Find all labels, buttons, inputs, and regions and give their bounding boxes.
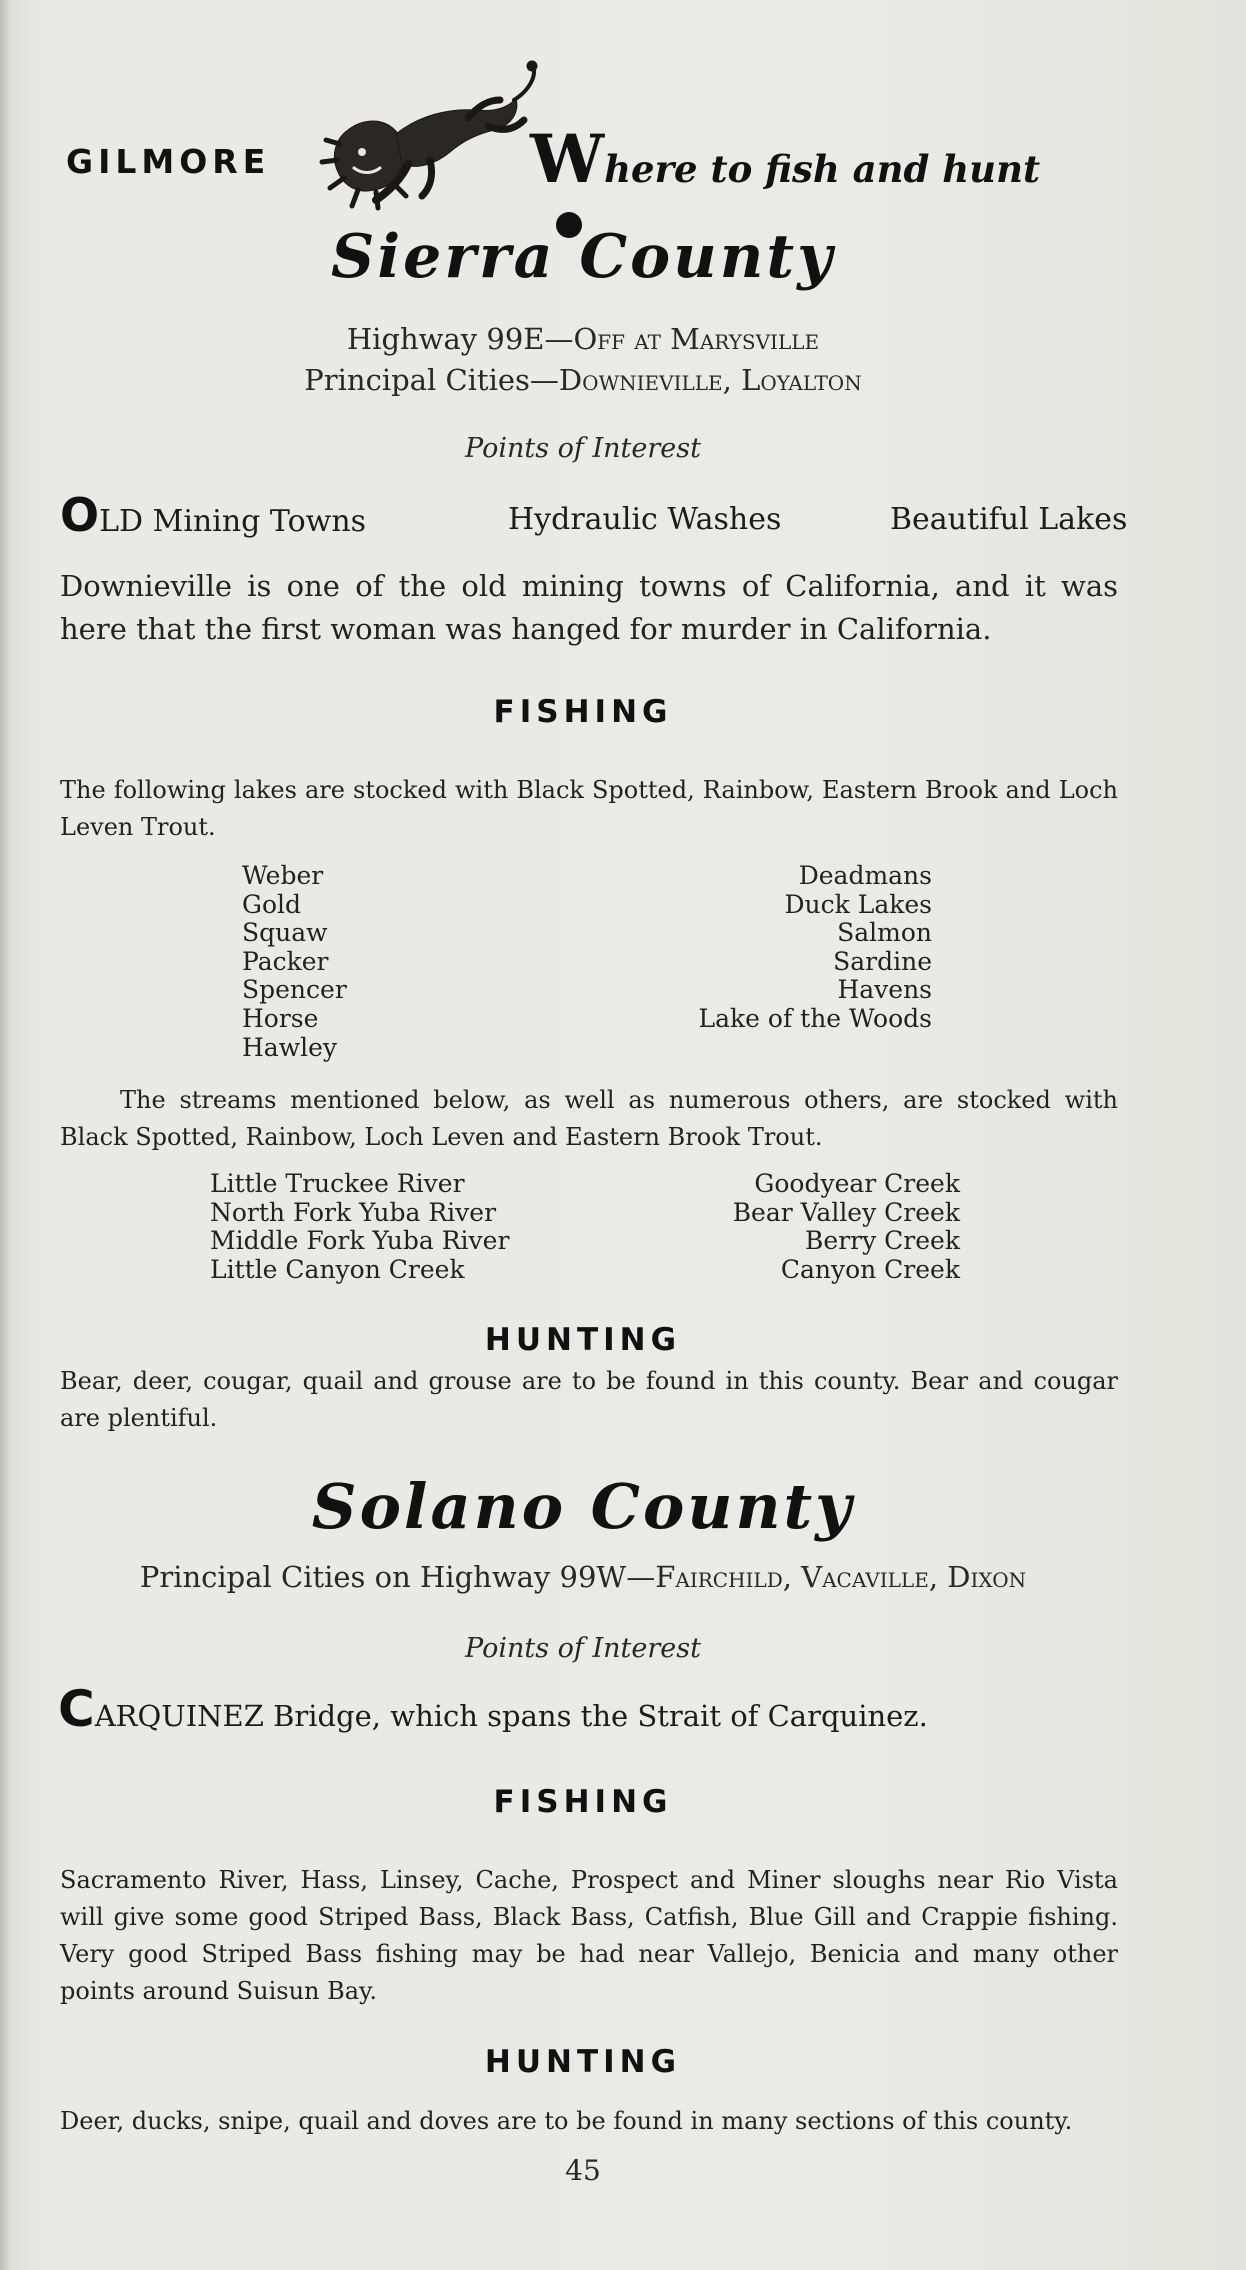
list-item: Havens [837, 975, 932, 1005]
solano-fishing-heading: FISHING [493, 1784, 673, 1820]
sierra-county-title: Sierra County [331, 222, 835, 292]
sierra-poi-3: Beautiful Lakes [890, 502, 1128, 537]
list-item: Duck Lakes [784, 889, 932, 919]
solano-hunting-text: Deer, ducks, snipe, quail and doves are to be found in many sections of this county. [60, 2107, 1073, 2135]
sierra-principal-cities: Principal Cities—Downieville, Loyalton [304, 363, 862, 397]
solano-hunting-heading: HUNTING [484, 2044, 682, 2080]
list-item: Weber [242, 861, 324, 890]
tagline-text: here to fish and hunt [604, 147, 1041, 191]
sierra-points-of-interest-heading: Points of Interest [465, 433, 701, 464]
sierra-intro-paragraph: Downieville is one of the old mining towns of California, and it was here that the first woman was hanged for murder in California. [60, 569, 1118, 646]
list-item: North Fork Yuba River [210, 1197, 497, 1227]
sierra-streams-left-list [210, 1170, 509, 1284]
sierra-streams-intro: The streams mentioned below, as well as numerous others, are stocked with Black Spotted, Rainbow, Loch Leven and Eastern Brook Trout. [60, 1086, 1118, 1151]
list-item: Goodyear Creek [754, 1169, 960, 1198]
sierra-poi-2: Hydraulic Washes [508, 502, 782, 537]
list-item: Little Truckee River [210, 1169, 465, 1198]
page-number: 45 [565, 2154, 601, 2187]
brand-name: GILMORE [66, 142, 271, 181]
list-item: Deadmans [798, 861, 932, 890]
sierra-lakes-intro: The following lakes are stocked with Black Spotted, Rainbow, Eastern Brook and Loch Leven Trout. [60, 776, 1118, 841]
list-item: Little Canyon Creek [210, 1254, 465, 1284]
list-item: Packer [242, 946, 329, 976]
sierra-hunting-text: Bear, deer, cougar, quail and grouse are to be found in this county. Bear and cougar are plentiful. [60, 1367, 1118, 1432]
solano-county-title: Solano County [311, 1470, 855, 1543]
drop-cap: O [60, 488, 100, 542]
solano-principal-cities: Principal Cities on Highway 99W—Fairchild, Vacaville, Dixon [139, 1560, 1027, 1594]
list-item: Spencer [242, 975, 347, 1005]
list-item: Middle Fork Yuba River [210, 1226, 510, 1256]
list-item: Canyon Creek [780, 1254, 960, 1284]
list-item: Lake of the Woods [698, 1003, 932, 1033]
list-item: Squaw [242, 918, 328, 948]
sierra-streams-right-list [640, 1170, 960, 1284]
sierra-lakes-left-list [242, 862, 347, 1062]
list-item: Horse [242, 1003, 319, 1033]
list-item: Sardine [833, 946, 932, 976]
sierra-hunting-heading: HUNTING [484, 1322, 682, 1358]
lion-logo-icon [318, 60, 558, 230]
tagline [530, 120, 1040, 198]
sierra-poi-1: OLD Mining Towns [60, 488, 367, 542]
solano-points-of-interest-heading: Points of Interest [465, 1633, 701, 1664]
drop-cap: C [58, 1680, 95, 1738]
list-item: Berry Creek [805, 1226, 960, 1256]
list-item: Salmon [837, 918, 932, 948]
list-item: Hawley [242, 1032, 338, 1062]
sierra-lakes-right-list [600, 862, 932, 1034]
tagline-initial: W [530, 120, 605, 198]
sierra-fishing-heading: FISHING [493, 694, 673, 730]
list-item: Gold [242, 889, 302, 919]
solano-poi: CARQUINEZ Bridge, which spans the Strait of Carquinez. [58, 1680, 928, 1738]
list-item: Bear Valley Creek [732, 1197, 960, 1227]
sierra-highway: Highway 99E—Off at Marysville [346, 322, 820, 356]
solano-fishing-text: Sacramento River, Hass, Linsey, Cache, Prospect and Miner sloughs near Rio Vista will give some good Striped Bass, Black Bass, Catfish, Blue Gill and Crappie fishing. Very good Striped Bass fishing may be had near Vallejo, Benicia and many other points around Suisun Bay. [60, 1866, 1118, 2005]
